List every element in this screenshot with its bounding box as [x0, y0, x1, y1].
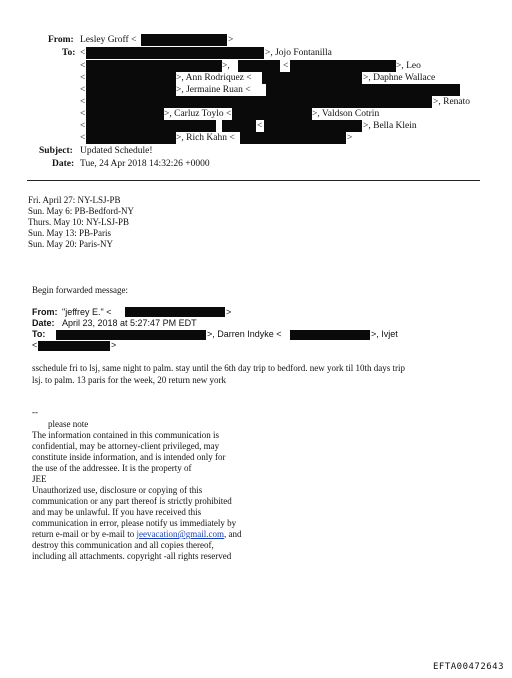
schedule-item: Sun. May 6: PB-Bedford-NY: [28, 206, 134, 216]
recipient: >, Daphne Wallace: [363, 73, 436, 83]
fwd-from-label: From:: [32, 307, 58, 317]
recipient: >: [347, 133, 353, 143]
schedule-item: Fri. April 27: NY-LSJ-PB: [28, 195, 121, 205]
email-prefix: return e-mail or by e-mail to: [32, 529, 137, 539]
disclaimer-line: constitute inside information, and is intended only for: [32, 452, 226, 462]
recipient-lt: <: [80, 97, 86, 107]
recipient: >, Ann Rodriquez <: [176, 73, 252, 83]
recipient: >, Bella Klein: [363, 121, 417, 131]
redaction-bar: [222, 120, 256, 132]
redaction-bar: [86, 96, 432, 108]
redaction-bar: [264, 120, 362, 132]
sig-please-note: please note: [48, 419, 89, 429]
recipient: >, Jermaine Ruan <: [176, 85, 251, 95]
forwarded-intro: Begin forwarded message:: [32, 285, 128, 295]
header-divider: [27, 180, 480, 181]
bates-number: EFTA00472643: [433, 662, 505, 672]
redaction-bar: [86, 108, 164, 120]
redaction-bar: [86, 72, 176, 84]
fwd-body-line: sschedule fri to lsj, same night to palm. stay until the 6th day trip to bedford. new york til 10th days trip: [32, 363, 405, 373]
recipient-lt: <: [80, 73, 86, 83]
email-link[interactable]: jeevacation@gmail.com: [136, 529, 224, 539]
redaction-bar: [86, 132, 176, 144]
recipient-lt: <: [257, 121, 263, 131]
fwd-to-mid: >, Darren Indyke <: [207, 329, 282, 339]
recipient-lt: <: [80, 121, 86, 131]
redaction-bar: [86, 60, 222, 72]
fwd-to-end: >, Ivjet: [371, 329, 398, 339]
recipient-lt: <: [80, 48, 86, 58]
fwd-date-label: Date:: [32, 318, 55, 328]
disclaimer-line: Unauthorized use, disclosure or copying of this: [32, 485, 203, 495]
redaction-bar: [56, 330, 206, 340]
redaction-bar: [86, 84, 176, 96]
schedule-item: Thurs. May 10: NY-LSJ-PB: [28, 217, 130, 227]
recipient-lt: <: [80, 85, 86, 95]
redaction-bar: [240, 132, 346, 144]
redaction-bar: [141, 34, 227, 46]
fwd-body-line: lsj. to palm. 13 paris for the week, 20 return new york: [32, 375, 226, 385]
redaction-bar: [86, 120, 216, 132]
disclaimer-line: including all attachments. copyright -all rights reserved: [32, 551, 232, 561]
disclaimer-line: communication or any part thereof is strictly prohibited: [32, 496, 232, 506]
recipient-lt: <: [80, 133, 86, 143]
email-suffix: , and: [223, 529, 242, 539]
redaction-bar: [262, 72, 362, 84]
schedule-item: Sun. May 13: PB-Paris: [28, 228, 112, 238]
schedule-item: Sun. May 20: Paris-NY: [28, 239, 113, 249]
fwd-from-close: >: [226, 307, 232, 317]
redaction-bar: [125, 307, 225, 317]
disclaimer-line: The information contained in this communication is: [32, 430, 219, 440]
recipient-comma: >,: [222, 61, 230, 71]
fwd-date-value: April 23, 2018 at 5:27:47 PM EDT: [62, 318, 197, 328]
redaction-bar: [238, 60, 280, 72]
redaction-bar: [290, 330, 370, 340]
redaction-bar: [38, 341, 110, 351]
date-value: Tue, 24 Apr 2018 14:32:26 +0000: [80, 159, 210, 169]
fwd-from-value: "jeffrey E." <: [62, 307, 112, 317]
redaction-bar: [232, 108, 312, 120]
disclaimer-line: and may be unlawful. If you have received this: [32, 507, 202, 517]
fwd-to-close: >: [111, 340, 117, 350]
disclaimer-line: destroy this communication and all copies thereof,: [32, 540, 214, 550]
date-label: Date:: [52, 159, 75, 169]
recipient-lt: <: [32, 340, 38, 350]
recipient: >, Renato: [433, 97, 471, 107]
subject-value: Updated Schedule!: [80, 146, 153, 156]
recipient: >, Leo: [396, 61, 421, 71]
recipient-lt: <: [80, 61, 86, 71]
disclaimer-line: JEE: [32, 474, 47, 484]
disclaimer-line: confidential, may be attorney-client privileged, may: [32, 441, 220, 451]
redaction-bar: [266, 84, 460, 96]
sig-dashes: --: [32, 407, 38, 417]
recipient-lt: <: [283, 61, 289, 71]
disclaimer-line: communication in error, please notify us immediately by: [32, 518, 237, 528]
redaction-bar: [290, 60, 396, 72]
subject-label: Subject:: [39, 146, 73, 156]
to-label: To:: [62, 48, 76, 58]
from-name: Lesley Groff <: [80, 35, 137, 45]
recipient: >, Valdson Cotrin: [312, 109, 380, 119]
disclaimer-email-line: [32, 529, 241, 540]
recipient-lt: <: [80, 109, 86, 119]
recipient: >, Jojo Fontanilla: [265, 48, 332, 58]
recipient: >, Carluz Toylo <: [164, 109, 232, 119]
disclaimer-line: the use of the addressee. It is the property of: [32, 463, 192, 473]
from-close: >: [228, 35, 234, 45]
from-label: From:: [48, 35, 74, 45]
redaction-bar: [86, 47, 264, 59]
fwd-to-label: To:: [32, 329, 46, 339]
recipient: >, Rich Kahn <: [176, 133, 235, 143]
